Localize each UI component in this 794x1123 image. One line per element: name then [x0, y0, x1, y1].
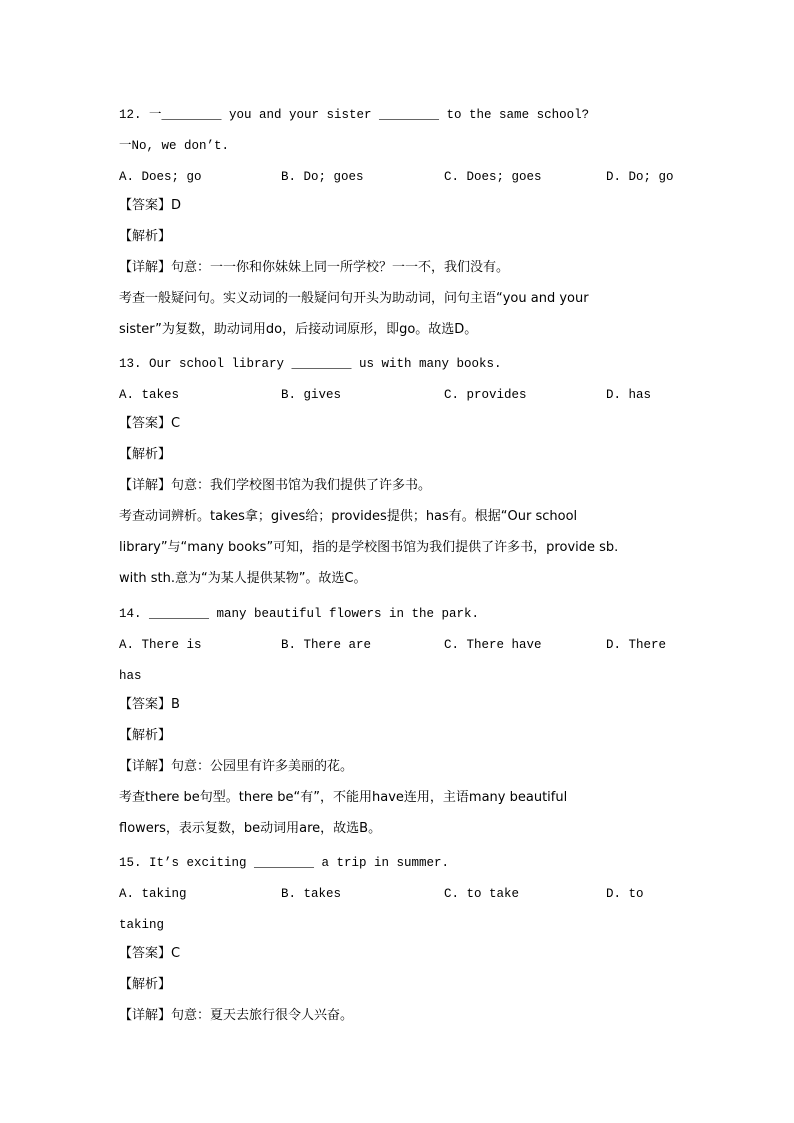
option-a: A. There is: [119, 638, 202, 652]
detail: 【详解】句意：一一你和你妹妹上同一所学校？一一不，我们没有。: [119, 260, 510, 275]
analysis-label: 【解析】: [119, 229, 172, 244]
option-a: A. taking: [119, 887, 187, 901]
option-b: B. Do; goes: [281, 170, 364, 184]
explanation-line: sister”为复数，助动词用do，后接动词原形，即go。故选D。: [119, 322, 478, 337]
option-d-wrap: has: [119, 669, 142, 683]
answer: 【答案】C: [119, 946, 181, 961]
option-a: A. Does; go: [119, 170, 202, 184]
option-d-wrap: taking: [119, 918, 165, 932]
option-b: B. takes: [281, 887, 342, 901]
analysis-label: 【解析】: [119, 977, 172, 992]
question-15-stem: 15. It’s exciting ________ a trip in summer.: [119, 856, 450, 870]
explanation-line: flowers，表示复数，be动词用are，故选B。: [119, 821, 382, 836]
explanation-line: 考查一般疑问句。实义动词的一般疑问句开头为助动词，问句主语“you and your: [119, 291, 589, 306]
explanation-line: with sth.意为“为某人提供某物”。故选C。: [119, 571, 367, 586]
question-14-stem: 14. ________ many beautiful flowers in the park.: [119, 607, 480, 621]
question-12-reply: 一No, we don’t.: [119, 139, 230, 153]
detail: 【详解】句意：公园里有许多美丽的花。: [119, 759, 354, 774]
option-c: C. Does; goes: [444, 170, 542, 184]
option-d: D. Do; go: [606, 170, 674, 184]
option-c: C. provides: [444, 388, 527, 402]
analysis-label: 【解析】: [119, 728, 172, 743]
answer: 【答案】B: [119, 697, 180, 712]
detail: 【详解】句意：我们学校图书馆为我们提供了许多书。: [119, 478, 432, 493]
explanation-line: 考查there be句型。there be“有”，不能用have连用，主语many beautiful: [119, 790, 568, 805]
answer: 【答案】C: [119, 416, 181, 431]
option-d: D. to: [606, 887, 644, 901]
explanation-line: 考查动词辨析。takes拿；gives给；provides提供；has有。根据“Our school: [119, 509, 578, 524]
option-b: B. There are: [281, 638, 372, 652]
option-a: A. takes: [119, 388, 180, 402]
option-b: B. gives: [281, 388, 342, 402]
explanation-line: library”与“many books”可知，指的是学校图书馆为我们提供了许多书，provide sb.: [119, 540, 619, 555]
analysis-label: 【解析】: [119, 447, 172, 462]
question-13-stem: 13. Our school library ________ us with many books.: [119, 357, 502, 371]
option-c: C. There have: [444, 638, 542, 652]
option-d: D. has: [606, 388, 652, 402]
question-12-stem: 12. 一________ you and your sister ________ to the same school?: [119, 108, 590, 122]
detail: 【详解】句意：夏天去旅行很令人兴奋。: [119, 1008, 354, 1023]
option-d: D. There: [606, 638, 667, 652]
answer: 【答案】D: [119, 198, 182, 213]
option-c: C. to take: [444, 887, 520, 901]
